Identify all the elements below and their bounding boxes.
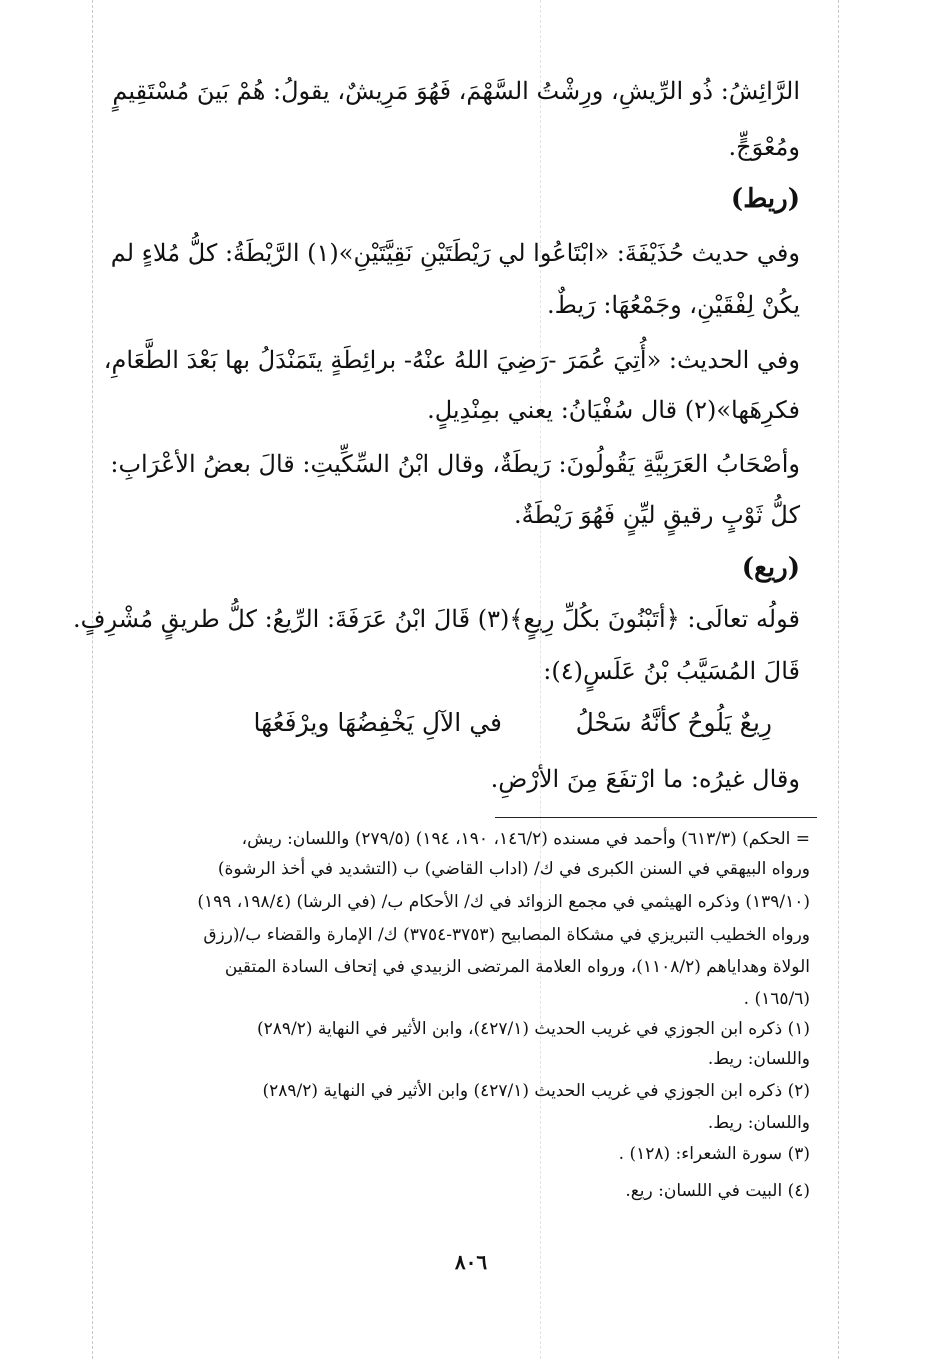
body-line-1: الرَّائِشُ: ذُو الرِّيشِ، ورِشْتُ السَّهْمَ، فَهُوَ مَرِيشٌ، يقولُ: هُمْ بَينَ مُسْتَقِيمٍ	[112, 77, 800, 105]
body-line-3: وفي حديث حُذَيْفَةَ: «ابْتَاعُوا لي رَيْطَتَيْنِ نَقِيَّتَيْنِ»(١) الرَّيْطَةُ: كلُّ مُلاءٍ لم	[110, 239, 800, 267]
body-line-8: كلُّ ثَوْبٍ رقيقٍ ليِّنٍ فَهُوَ رَيْطَةٌ.	[514, 501, 800, 529]
section-heading-rie: (ريع)	[741, 553, 800, 583]
body-line-2: ومُعْوَجٍّ.	[728, 133, 800, 161]
footnote-line-5: الولاة وهداياهم (١١٠٨/٢)، ورواه العلامة المرتضى الزبيدي في إتحاف السادة المتقين	[224, 957, 810, 977]
page-number: ٨٠٦	[454, 1250, 488, 1274]
body-line-9: قولُه تعالَى: ﴿أتَبْنُونَ بكُلِّ رِيعٍ﴾(٣) قَالَ ابْنُ عَرَفَةَ: الرِّيعُ: كلُّ طريقٍ مُشْرِفٍ.	[73, 605, 800, 633]
margin-guide-right	[838, 0, 839, 1359]
footnote-line-3: (١٣٩/١٠) وذكره الهيثمي في مجمع الزوائد في ك/ الأحكام ب/ (في الرشا) (١٩٨/٤، ١٩٩)	[197, 892, 810, 912]
footnote-4: (٤) البيت في اللسان: ريع.	[625, 1181, 810, 1201]
footnote-1-line-1: (١) ذكره ابن الجوزي في غريب الحديث (٤٢٧/١)، وابن الأثير في النهاية (٢٨٩/٢)	[256, 1019, 810, 1039]
footnote-line-2: ورواه البيهقي في السنن الكبرى في ك/ (اداب القاضي) ب (التشديد في أخذ الرشوة)	[217, 859, 810, 879]
footnote-line-1: = الحكم) (٦١٣/٣) وأحمد في مسنده (١٤٦/٢، ١٩٠، ١٩٤) (٢٧٩/٥) واللسان: ريش،	[241, 829, 810, 849]
section-heading-rayt: (ريط)	[730, 184, 800, 214]
footnote-3: (٣) سورة الشعراء: (١٢٨) .	[618, 1144, 810, 1164]
footnote-separator	[495, 817, 817, 818]
body-line-4: يكُنْ لِفْقَيْنِ، وجَمْعُهَا: رَيطٌ.	[547, 291, 800, 319]
footnote-line-6: (١٦٥/٦) .	[743, 989, 810, 1009]
footnote-2-line-1: (٢) ذكره ابن الجوزي في غريب الحديث (٤٢٧/١) وابن الأثير في النهاية (٢٨٩/٢)	[262, 1081, 810, 1101]
footnote-2-line-2: واللسان: ريط.	[707, 1113, 810, 1133]
footnote-1-line-2: واللسان: ريط.	[707, 1049, 810, 1069]
verse-hemistich-left: في الآلِ يَخْفِضُهَا ويرْفَعُهَا	[253, 708, 502, 737]
body-line-5: وفي الحديث: «أُتِيَ عُمَرَ -رَضِيَ اللهُ عنْهُ- برائِطَةٍ يتَمَنْدَلُ بها بَعْدَ الطَّعَامِ،	[103, 346, 800, 374]
body-line-10: قَالَ المُسَيَّبُ بْنُ عَلَسٍ(٤):	[543, 657, 800, 685]
body-line-6: فكرِهَها»(٢) قال سُفْيَانُ: يعني بمِنْدِيلٍ.	[427, 396, 800, 424]
verse-hemistich-right: رِيعٌ يَلُوحُ كأنَّهُ سَحْلُ	[575, 708, 772, 737]
margin-guide-left	[92, 0, 93, 1359]
body-line-11: وقال غيرُه: ما ارْتفَعَ مِنَ الأرْضِ.	[490, 765, 800, 793]
body-line-7: وأصْحَابُ العَرَبِيَّةِ يَقُولُونَ: رَيطَةٌ، وقال ابْنُ السِّكِّيتِ: قالَ بعضُ الأعْرَابِ:	[110, 450, 800, 478]
footnote-line-4: ورواه الخطيب التبريزي في مشكاة المصابيح (٣٧٥٣-٣٧٥٤) ك/ الإمارة والقضاء ب/(رزق	[203, 925, 810, 945]
